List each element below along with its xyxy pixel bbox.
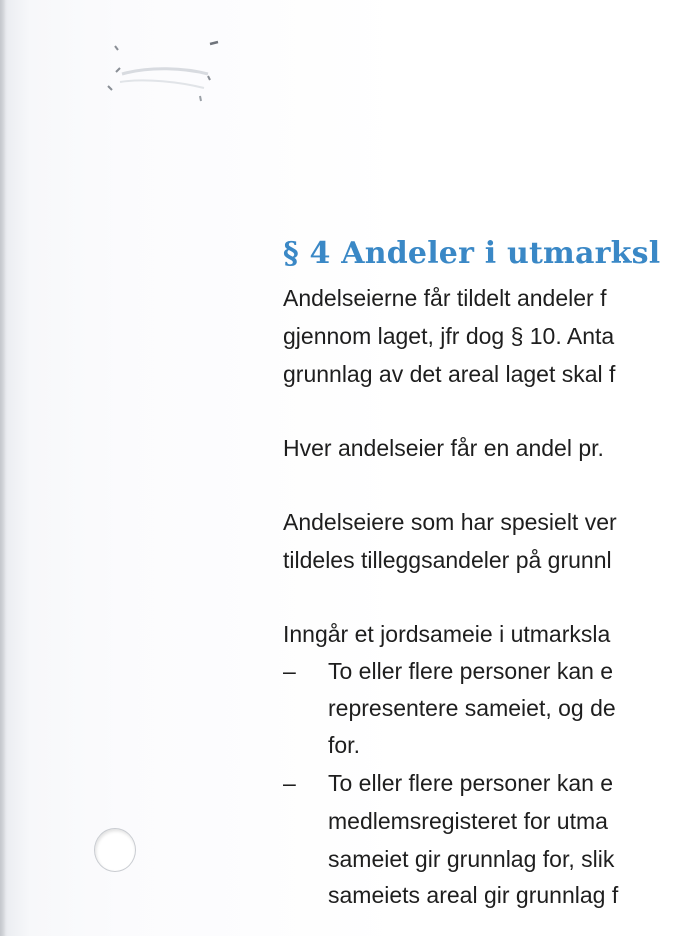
paragraph-3-line-1: Andelseiere som har spesielt ver [283,509,617,535]
bullet-2-line-3: sameiet gir grunnlag for, slik [328,846,615,872]
staple-marks [100,38,230,108]
paragraph-1-line-2: gjennom laget, jfr dog § 10. Anta [283,323,615,349]
paragraph-1-line-1: Andelseierne får tildelt andeler f [283,285,607,311]
section-heading: § 4 Andeler i utmarksl [283,236,661,271]
paragraph-3-line-2: tildeles tilleggsandeler på grunnl [283,547,612,573]
bullet-1-line-2: representere sameiet, og de [328,695,616,721]
bullet-2-line-2: medlemsregisteret for utma [328,808,608,834]
bullet-2-line-4: sameiets areal gir grunnlag f [328,882,619,908]
bullet-2-marker: – [283,770,296,796]
bullet-2-line-1: To eller flere personer kan e [328,770,614,796]
bullet-1-marker: – [283,658,296,684]
bullet-1-line-3: for. [328,732,360,758]
bullet-1-line-1: To eller flere personer kan e [328,658,614,684]
paragraph-2-line-1: Hver andelseier får en andel pr. [283,435,604,461]
paragraph-1-line-3: grunnlag av det areal laget skal f [283,361,616,387]
paragraph-4-line-1: Inngår et jordsameie i utmarksla [283,621,611,647]
page-edge-shadow [0,0,6,936]
punch-hole [94,828,136,872]
